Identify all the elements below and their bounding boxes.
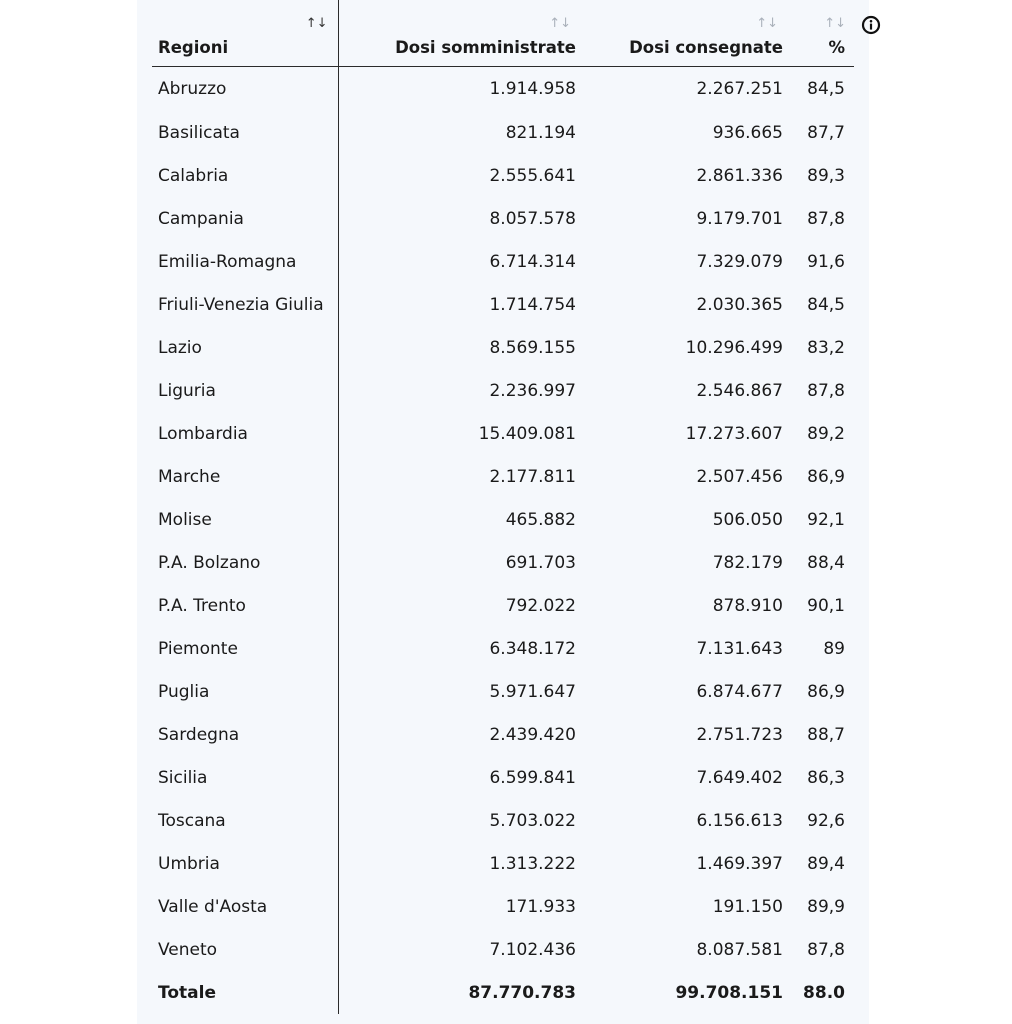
table-row [152, 67, 854, 112]
region-cell: Veneto [152, 928, 338, 971]
delivered-cell: 6.156.613 [696, 810, 783, 831]
administered-cell: 821.194 [505, 122, 576, 143]
vaccine-doses-table [152, 0, 854, 1014]
table-row [152, 326, 854, 369]
administered-cell: 1.914.958 [489, 79, 576, 99]
region-cell: Sicilia [152, 756, 338, 799]
table-row [152, 885, 854, 928]
region-cell: Marche [152, 455, 338, 498]
table-row [152, 498, 854, 541]
region-cell: Basilicata [152, 111, 338, 154]
percent-cell: 87,8 [807, 939, 845, 960]
administered-cell: 6.599.841 [489, 767, 576, 788]
sort-icon[interactable]: ↑↓ [549, 16, 571, 31]
administered-cell: 8.569.155 [489, 337, 576, 358]
percent-cell: 92,6 [807, 810, 845, 831]
percent-cell: 89,9 [807, 896, 845, 917]
region-cell: Campania [152, 197, 338, 240]
percent-cell: 89 [823, 638, 845, 659]
region-cell: Lazio [152, 326, 338, 369]
administered-cell: 1.313.222 [489, 853, 576, 874]
percent-cell: 89,2 [807, 423, 845, 444]
percent-cell: 86,3 [807, 767, 845, 788]
total-label-cell: Totale [152, 971, 338, 1014]
administered-cell: 1.714.754 [489, 294, 576, 315]
region-cell: Emilia-Romagna [152, 240, 338, 283]
region-cell: Sardegna [152, 713, 338, 756]
total-percent-cell: 88.0 [803, 982, 845, 1003]
percent-cell: 89,3 [807, 165, 845, 186]
table-row [152, 369, 854, 412]
sort-icon[interactable]: ↑↓ [305, 16, 328, 31]
table-total-row [152, 971, 854, 1014]
region-cell: Lombardia [152, 412, 338, 455]
delivered-cell: 2.861.336 [696, 165, 783, 186]
region-cell: Umbria [152, 842, 338, 885]
percent-cell: 84,5 [807, 294, 845, 315]
administered-cell: 8.057.578 [489, 208, 576, 229]
percent-cell: 86,9 [807, 681, 845, 702]
region-cell: P.A. Bolzano [152, 541, 338, 584]
delivered-cell: 17.273.607 [685, 423, 783, 444]
administered-cell: 7.102.436 [489, 939, 576, 960]
table-row [152, 928, 854, 971]
administered-cell: 2.439.420 [489, 724, 576, 745]
table-row [152, 799, 854, 842]
delivered-cell: 191.150 [712, 896, 783, 917]
administered-cell: 5.703.022 [489, 810, 576, 831]
delivered-cell: 10.296.499 [685, 337, 783, 358]
delivered-cell: 2.507.456 [696, 466, 783, 487]
delivered-cell: 936.665 [712, 122, 783, 143]
column-header-delivered[interactable] [583, 0, 790, 67]
percent-cell: 91,6 [807, 251, 845, 272]
sort-icon[interactable]: ↑↓ [756, 16, 778, 31]
table-row [152, 713, 854, 756]
region-cell: Puglia [152, 670, 338, 713]
table-body [152, 67, 854, 1015]
region-cell: Toscana [152, 799, 338, 842]
administered-cell: 6.714.314 [489, 251, 576, 272]
total-administered-cell: 87.770.783 [468, 982, 576, 1003]
administered-cell: 691.703 [505, 552, 576, 573]
delivered-cell: 1.469.397 [696, 853, 783, 874]
percent-cell: 83,2 [807, 337, 845, 358]
table-header-row [152, 0, 854, 67]
delivered-cell: 7.329.079 [696, 251, 783, 272]
total-delivered-cell: 99.708.151 [675, 982, 783, 1003]
percent-cell: 87,8 [807, 208, 845, 229]
column-header-label: % [828, 38, 845, 57]
delivered-cell: 8.087.581 [696, 939, 783, 960]
delivered-cell: 878.910 [712, 595, 783, 616]
column-header-label: Dosi somministrate [395, 38, 576, 57]
administered-cell: 2.177.811 [489, 466, 576, 487]
delivered-cell: 2.751.723 [696, 724, 783, 745]
administered-cell: 5.971.647 [489, 681, 576, 702]
percent-cell: 87,7 [807, 122, 845, 143]
column-header-label: Regioni [158, 38, 229, 57]
region-cell: Abruzzo [152, 67, 338, 112]
region-cell: P.A. Trento [152, 584, 338, 627]
delivered-cell: 782.179 [712, 552, 783, 573]
administered-cell: 171.933 [505, 896, 576, 917]
sort-icon[interactable]: ↑↓ [824, 16, 846, 31]
delivered-cell: 6.874.677 [696, 681, 783, 702]
percent-cell: 84,5 [807, 79, 845, 99]
percent-cell: 92,1 [807, 509, 845, 530]
percent-cell: 87,8 [807, 380, 845, 401]
percent-cell: 86,9 [807, 466, 845, 487]
table-row [152, 541, 854, 584]
administered-cell: 2.236.997 [489, 380, 576, 401]
delivered-cell: 2.030.365 [696, 294, 783, 315]
column-header-administered[interactable] [338, 0, 583, 67]
administered-cell: 792.022 [505, 595, 576, 616]
region-cell: Molise [152, 498, 338, 541]
administered-cell: 465.882 [505, 509, 576, 530]
administered-cell: 2.555.641 [489, 165, 576, 186]
table-row [152, 240, 854, 283]
region-cell: Calabria [152, 154, 338, 197]
table-row [152, 584, 854, 627]
table-row [152, 154, 854, 197]
region-cell: Friuli-Venezia Giulia [152, 283, 338, 326]
delivered-cell: 2.267.251 [696, 79, 783, 99]
region-cell: Piemonte [152, 627, 338, 670]
percent-cell: 90,1 [807, 595, 845, 616]
percent-cell: 88,4 [807, 552, 845, 573]
delivered-cell: 2.546.867 [696, 380, 783, 401]
percent-cell: 88,7 [807, 724, 845, 745]
info-icon[interactable] [861, 15, 881, 35]
region-cell: Valle d'Aosta [152, 885, 338, 928]
delivered-cell: 7.649.402 [696, 767, 783, 788]
table-row [152, 842, 854, 885]
delivered-cell: 506.050 [712, 509, 783, 530]
table-row [152, 670, 854, 713]
administered-cell: 6.348.172 [489, 638, 576, 659]
table-row [152, 455, 854, 498]
column-header-label: Dosi consegnate [629, 38, 783, 57]
region-cell: Liguria [152, 369, 338, 412]
table-row [152, 756, 854, 799]
table-row [152, 412, 854, 455]
table-row [152, 111, 854, 154]
delivered-cell: 7.131.643 [696, 638, 783, 659]
column-header-region[interactable] [152, 0, 338, 67]
delivered-cell: 9.179.701 [696, 208, 783, 229]
column-header-percent[interactable] [790, 0, 854, 67]
table-row [152, 627, 854, 670]
administered-cell: 15.409.081 [478, 423, 576, 444]
percent-cell: 89,4 [807, 853, 845, 874]
table-row [152, 197, 854, 240]
table-row [152, 283, 854, 326]
